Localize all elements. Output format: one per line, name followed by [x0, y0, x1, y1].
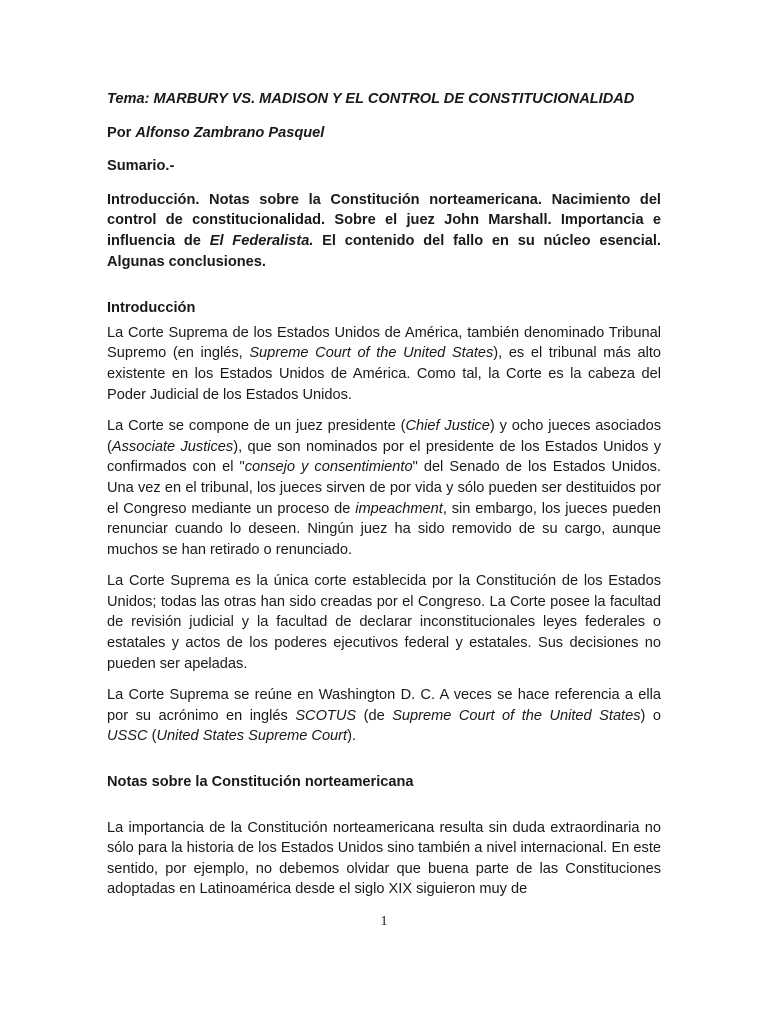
- paragraph: [107, 571, 661, 674]
- text-run-italic: SCOTUS: [295, 707, 357, 724]
- text-run-italic: Chief Justice: [405, 418, 490, 435]
- text-run: (: [147, 728, 157, 745]
- text-run: (de: [356, 707, 393, 724]
- text-run: " del Senado de los Estados Unidos. Una vez en el tribunal, los jueces sirven de por vida y sólo pueden ser destituidos por el Congreso mediante un proceso de: [107, 459, 661, 517]
- text-run: ), que son nominados por el presidente de los Estados Unidos y confirmados con el ": [107, 438, 662, 476]
- text-run-italic: impeachment: [355, 500, 443, 517]
- text-run: , sin embargo, los jueces pueden renunciar cuando lo deseen. Ningún juez ha sido removido de su cargo, aunque muchos se han retirado o renunciado.: [107, 500, 661, 558]
- text-run-italic: Supreme Court of the United States: [392, 707, 641, 724]
- section-heading-notas: Notas sobre la Constitución norteamericana: [107, 774, 414, 791]
- author-prefix: Por: [107, 124, 136, 141]
- text-run-italic: consejo y consentimiento: [244, 459, 413, 476]
- summary-label: Sumario.-: [107, 158, 175, 175]
- summary-run-italic: El Federalista.: [209, 232, 314, 249]
- section-heading-introduccion: Introducción: [107, 300, 196, 317]
- text-run-italic: Supreme Court of the United States: [249, 345, 494, 362]
- text-run: ) y ocho jueces asociados (: [107, 418, 662, 455]
- paragraph: [107, 685, 661, 747]
- text-run: ) o: [640, 707, 661, 724]
- summary-paragraph: [107, 190, 661, 272]
- paragraph: [107, 416, 661, 560]
- text-run-italic: Associate Justices: [111, 438, 234, 455]
- page-number: 1: [380, 914, 388, 929]
- summary-run: El contenido del fallo en su núcleo esencial. Algunas conclusiones.: [107, 232, 661, 270]
- author-line: [107, 123, 661, 144]
- text-run-italic: USSC: [107, 728, 148, 745]
- text-run: La Corte Suprema se reúne en Washington D. C. A veces se hace referencia a ella por su acrónimo en inglés: [107, 687, 661, 724]
- text-run: La importancia de la Constitución norteamericana resulta sin duda extraordinaria no sólo para la historia de los Estados Unidos sino también a nivel internacional. En este sentido, por ejemplo, no debemos olvidar que buena parte de las Constituciones adoptadas en Latinoamérica desde el siglo XIX siguieron muy de: [107, 819, 661, 898]
- author-name: Alfonso Zambrano Pasquel: [135, 124, 325, 141]
- document-title: Tema: MARBURY VS. MADISON Y EL CONTROL DE CONSTITUCIONALIDAD: [107, 91, 635, 107]
- text-run: La Corte Suprema es la única corte establecida por la Constitución de los Estados Unidos; todas las otras han sido creadas por el Congreso. La Corte posee la facultad de revisión judicial y la facultad de declarar inconstitucionales leyes federales o estatales y actos de los poderes ejecutivos federal y estatales. Sus decisiones no pueden ser apeladas.: [107, 573, 661, 672]
- text-run-italic: United States Supreme Court: [156, 728, 348, 745]
- text-run: ).: [347, 728, 357, 745]
- text-run: ), es el tribunal más alto existente en los Estados Unidos de América. Como tal, la Corte es la cabeza del Poder Judicial de los Estados Unidos.: [107, 345, 661, 403]
- summary-run: Introducción. Notas sobre la Constitución norteamericana. Nacimiento del control de constitucionalidad. Sobre el juez John Marshall. Importancia e influencia de: [107, 191, 661, 249]
- text-run: La Corte se compone de un juez presidente (: [107, 418, 406, 435]
- text-run: La Corte Suprema de los Estados Unidos de América, también denominado Tribunal Supremo (en inglés,: [107, 324, 661, 362]
- paragraph: [107, 818, 661, 900]
- paragraph: [107, 323, 661, 405]
